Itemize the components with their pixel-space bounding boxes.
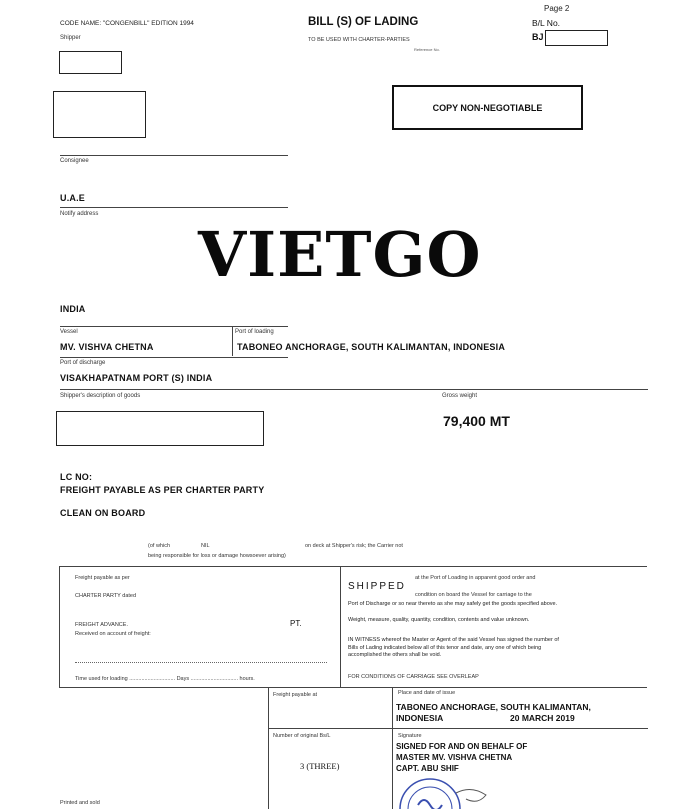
received-on-account: Received on account of freight: bbox=[75, 631, 151, 637]
shipper-label: Shipper bbox=[60, 35, 81, 41]
bottom-grid-left bbox=[268, 687, 269, 809]
document-title: BILL (S) OF LADING bbox=[308, 16, 419, 28]
shipped-word: SHIPPED bbox=[348, 581, 406, 592]
vessel-label: Vessel bbox=[60, 329, 78, 335]
original-bl-value: 3 (THREE) bbox=[300, 761, 340, 771]
gross-weight-label: Gross weight bbox=[442, 393, 478, 399]
vessel-port-separator bbox=[232, 326, 233, 356]
original-bl-label: Number of original Bs/L bbox=[273, 733, 331, 739]
vessel-value: MV. VISHVA CHETNA bbox=[60, 342, 154, 352]
place-of-issue-country: INDONESIA bbox=[396, 713, 444, 723]
discharge-divider bbox=[60, 357, 288, 358]
bl-prefix: BJ bbox=[532, 32, 544, 42]
deck-note: on deck at Shipper's risk; the Carrier not bbox=[305, 543, 403, 549]
of-which-label: (of which bbox=[148, 543, 171, 549]
port-discharge-value: VISAKHAPATNAM PORT (S) INDIA bbox=[60, 373, 213, 383]
clean-on-board: CLEAN ON BOARD bbox=[60, 508, 146, 518]
pt-label: PT. bbox=[290, 619, 302, 628]
page-number: Page 2 bbox=[544, 4, 570, 13]
bl-no-label: B/L No. bbox=[532, 18, 561, 28]
port-loading-value: TABONEO ANCHORAGE, SOUTH KALIMANTAN, INDONESIA bbox=[237, 342, 506, 352]
shipped-line-5: IN WITNESS whereof the Master or Agent of the said Vessel has signed the number of Bills of Lading indicated below all of this tenor and date, any one of which being accomplished the others shall be void. bbox=[348, 637, 559, 658]
consignee-label: Consignee bbox=[60, 158, 89, 164]
signature-label: Signature bbox=[398, 733, 422, 739]
freight-box-left bbox=[59, 566, 60, 687]
vessel-divider bbox=[60, 326, 288, 327]
goods-redaction bbox=[56, 411, 264, 446]
bl-number-redaction bbox=[545, 30, 608, 46]
consignee-divider bbox=[60, 155, 288, 156]
place-date-label: Place and date of issue bbox=[398, 690, 456, 696]
freight-box-bottom bbox=[59, 687, 647, 688]
date-of-issue: 20 MARCH 2019 bbox=[510, 713, 575, 723]
conditions-of-carriage: FOR CONDITIONS OF CARRIAGE SEE OVERLEAP bbox=[348, 674, 479, 680]
signed-line-1: SIGNED FOR AND ON BEHALF OF bbox=[396, 742, 528, 751]
charter-party-dated: CHARTER PARTY dated bbox=[75, 593, 137, 599]
shipper-redaction-small bbox=[59, 51, 122, 74]
printed-and-sold: Printed and sold bbox=[60, 800, 100, 806]
shipped-line-3: Port of Discharge or so near thereto as she may safely get the goods specified above. bbox=[348, 601, 558, 607]
document-subtitle: TO BE USED WITH CHARTER-PARTIES bbox=[308, 37, 410, 43]
signed-line-3: CAPT. ABU SHIF bbox=[396, 764, 459, 773]
consignee-value: U.A.E bbox=[60, 193, 86, 203]
shipper-redaction-large bbox=[53, 91, 146, 138]
time-used-loading: Time used for loading .............................. Days ............................... hours. bbox=[75, 676, 255, 682]
freight-payable-at: Freight payable at bbox=[273, 692, 318, 698]
responsible-note: being responsible for loss or damage howsoever arising) bbox=[148, 553, 286, 559]
freight-dotted-line bbox=[75, 662, 327, 663]
notify-divider bbox=[60, 207, 288, 208]
company-stamp-icon bbox=[396, 775, 506, 809]
reference-label: Reference No. bbox=[414, 47, 440, 52]
nil-value: NIL bbox=[201, 543, 210, 549]
bottom-grid-middle bbox=[392, 687, 393, 809]
signed-line-2: MASTER MV. VISHVA CHETNA bbox=[396, 753, 513, 762]
port-loading-label: Port of loading bbox=[235, 329, 274, 335]
lc-number-label: LC NO: bbox=[60, 472, 93, 482]
port-discharge-label: Port of discharge bbox=[60, 360, 106, 366]
freight-note: FREIGHT PAYABLE AS PER CHARTER PARTY bbox=[60, 485, 265, 495]
place-of-issue: TABONEO ANCHORAGE, SOUTH KALIMANTAN, bbox=[396, 702, 591, 712]
notify-value: INDIA bbox=[60, 304, 86, 314]
notify-label: Notify address bbox=[60, 211, 99, 217]
shipped-line-4: Weight, measure, quality, quantity, condition, contents and value unknown. bbox=[348, 617, 530, 623]
shipped-line-2: condition on board the Vessel for carriage to the bbox=[415, 592, 532, 598]
freight-box-top bbox=[59, 566, 647, 567]
watermark-logo: VIETGO bbox=[198, 218, 482, 291]
freight-box-middle bbox=[340, 566, 341, 687]
code-name: CODE NAME: "CONGENBILL" EDITION 1994 bbox=[60, 20, 194, 27]
bottom-grid-row bbox=[268, 728, 648, 729]
goods-description-label: Shipper's description of goods bbox=[60, 393, 141, 399]
gross-weight-value: 79,400 MT bbox=[443, 413, 510, 429]
shipped-line-1: at the Port of Loading in apparent good order and bbox=[415, 575, 536, 581]
goods-divider bbox=[60, 389, 648, 390]
freight-payable-as-per: Freight payable as per bbox=[75, 575, 130, 581]
copy-non-negotiable-box: COPY NON-NEGOTIABLE bbox=[392, 85, 583, 130]
freight-advance: FREIGHT ADVANCE. bbox=[75, 622, 128, 628]
